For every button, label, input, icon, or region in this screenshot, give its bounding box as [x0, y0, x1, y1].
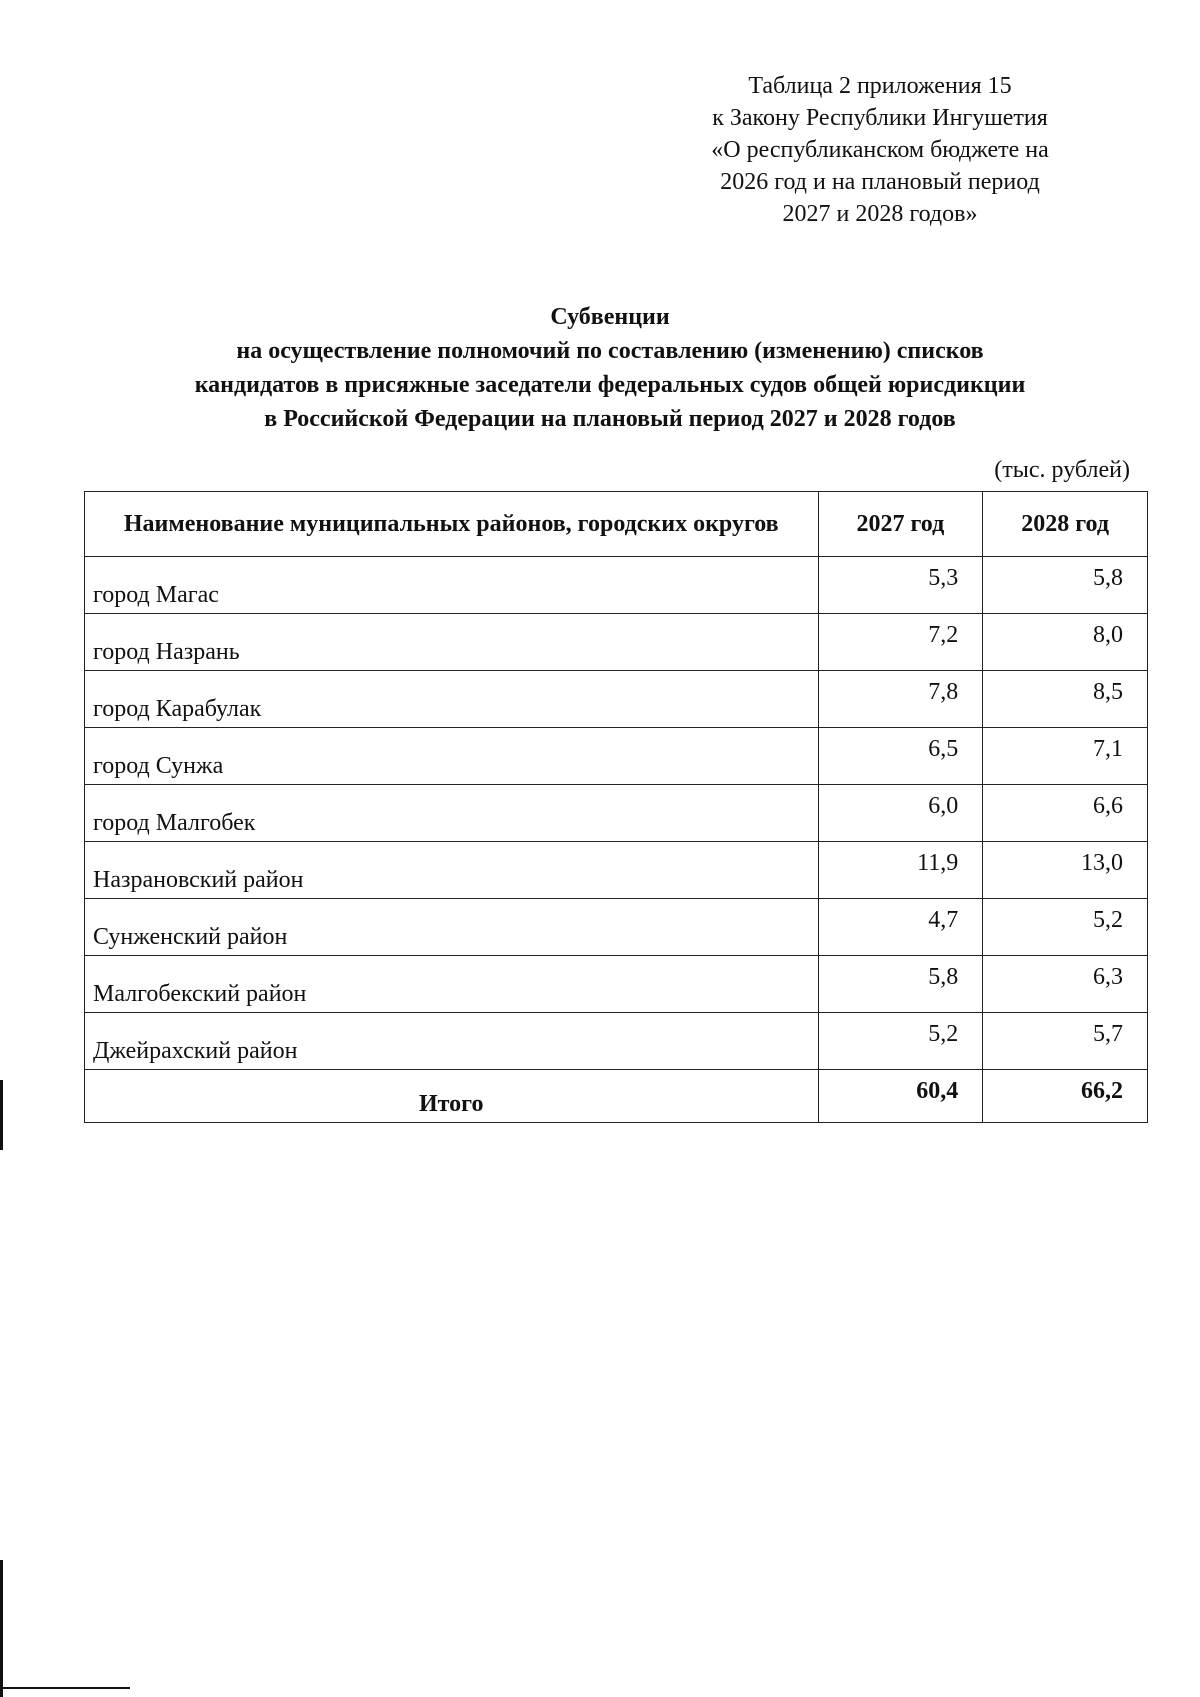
row-name: Назрановский район	[85, 842, 819, 899]
row-value-2028: 6,6	[983, 785, 1148, 842]
header-line: «О республиканском бюджете на	[711, 137, 1049, 163]
row-value-2027: 7,8	[818, 671, 983, 728]
row-value-2028: 5,2	[983, 899, 1148, 956]
row-name: город Сунжа	[85, 728, 819, 785]
column-header-2028: 2028 год	[983, 492, 1148, 557]
header-block	[640, 70, 1120, 230]
row-value-2027: 6,5	[818, 728, 983, 785]
table-row	[85, 956, 1148, 1013]
row-name: город Назрань	[85, 614, 819, 671]
total-value-2027: 60,4	[818, 1070, 983, 1123]
units-label: (тыс. рублей)	[994, 457, 1130, 483]
title-line: на осуществление полномочий по составлению (изменению) списков	[236, 338, 984, 364]
row-value-2028: 8,0	[983, 614, 1148, 671]
row-name: город Карабулак	[85, 671, 819, 728]
row-value-2028: 6,3	[983, 956, 1148, 1013]
subventions-table	[84, 491, 1148, 1123]
scan-edge-mark	[0, 1080, 3, 1150]
table-row	[85, 671, 1148, 728]
row-name: Сунженский район	[85, 899, 819, 956]
row-value-2028: 13,0	[983, 842, 1148, 899]
scan-edge-rule	[0, 1687, 130, 1689]
row-name: город Малгобек	[85, 785, 819, 842]
row-name: город Магас	[85, 557, 819, 614]
total-row	[85, 1070, 1148, 1123]
table-row	[85, 785, 1148, 842]
document-title	[60, 300, 1160, 436]
row-value-2027: 5,8	[818, 956, 983, 1013]
row-value-2027: 5,3	[818, 557, 983, 614]
row-value-2027: 7,2	[818, 614, 983, 671]
column-header-2027: 2027 год	[818, 492, 983, 557]
header-line: Таблица 2 приложения 15	[748, 73, 1012, 99]
table-row	[85, 614, 1148, 671]
row-value-2028: 8,5	[983, 671, 1148, 728]
row-value-2028: 7,1	[983, 728, 1148, 785]
total-value-2028: 66,2	[983, 1070, 1148, 1123]
title-line: кандидатов в присяжные заседатели федеральных судов общей юрисдикции	[194, 372, 1026, 398]
header-line: 2026 год и на плановый период	[720, 169, 1040, 195]
table-row	[85, 557, 1148, 614]
title-line: Субвенции	[550, 304, 670, 330]
table-row	[85, 899, 1148, 956]
column-header-name: Наименование муниципальных районов, городских округов	[85, 492, 819, 557]
scan-edge-mark	[0, 1560, 3, 1697]
row-name: Джейрахский район	[85, 1013, 819, 1070]
row-value-2027: 6,0	[818, 785, 983, 842]
title-line: в Российской Федерации на плановый период 2027 и 2028 годов	[264, 406, 956, 432]
row-value-2027: 4,7	[818, 899, 983, 956]
table-row	[85, 1013, 1148, 1070]
total-label: Итого	[85, 1070, 819, 1123]
header-line: 2027 и 2028 годов»	[782, 201, 978, 227]
row-value-2027: 5,2	[818, 1013, 983, 1070]
table-row	[85, 728, 1148, 785]
row-value-2028: 5,7	[983, 1013, 1148, 1070]
header-line: к Закону Республики Ингушетия	[712, 105, 1048, 131]
row-name: Малгобекский район	[85, 956, 819, 1013]
row-value-2028: 5,8	[983, 557, 1148, 614]
row-value-2027: 11,9	[818, 842, 983, 899]
table-row	[85, 842, 1148, 899]
table-header-row	[85, 492, 1148, 557]
